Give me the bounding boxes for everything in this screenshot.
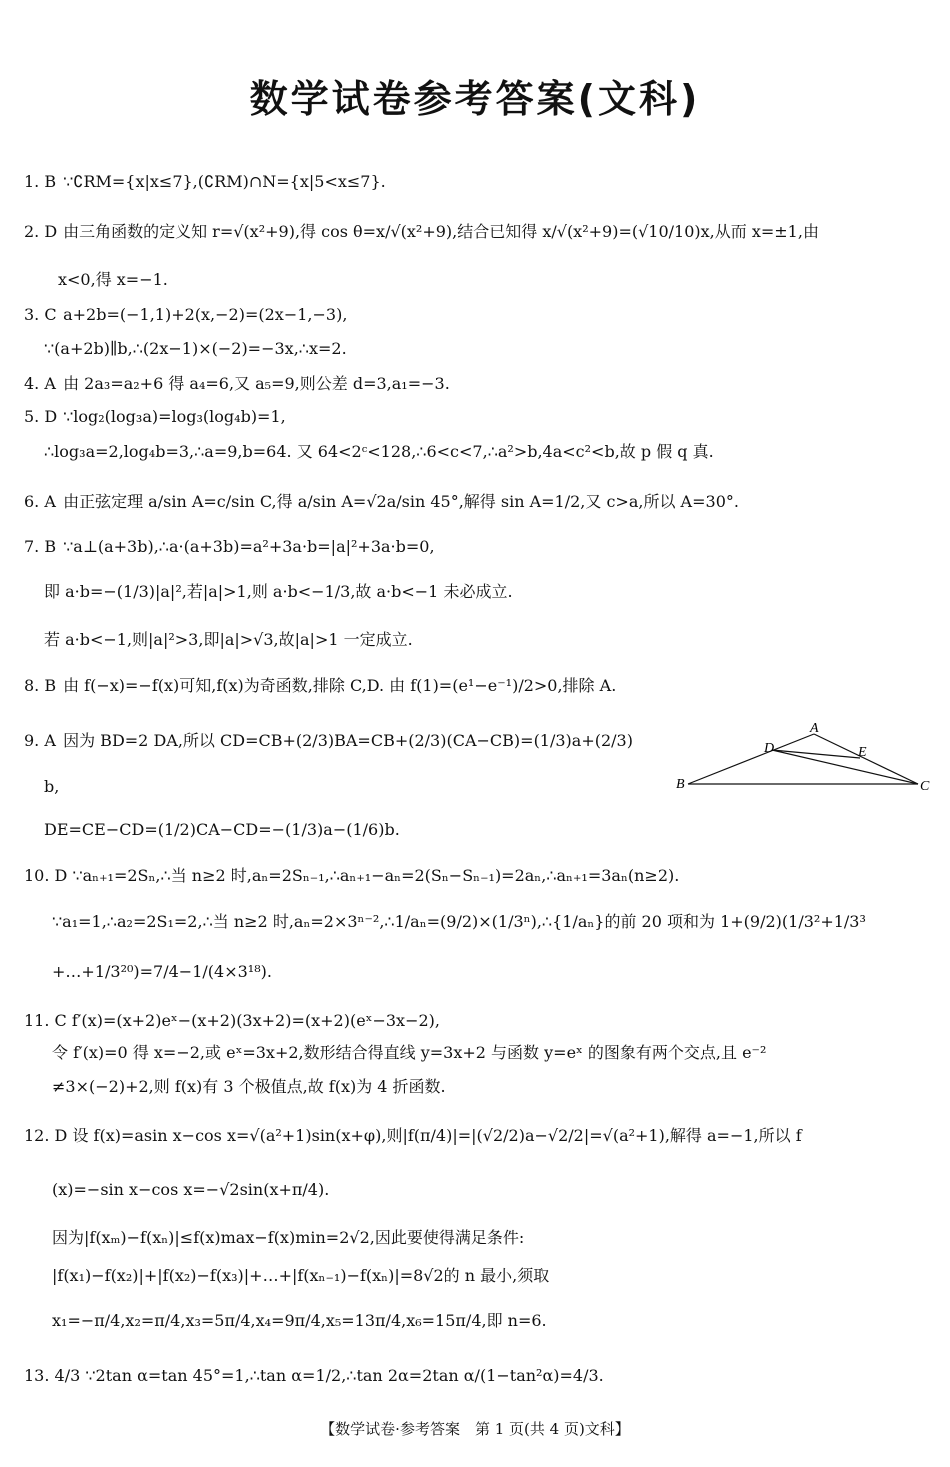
answer-number: 4. A — [24, 374, 56, 393]
answer-text: 令 f′(x)=0 得 x=−2,或 eˣ=3x+2,数形结合得直线 y=3x+2 与函数 y=eˣ 的图象有两个交点,且 e⁻² — [52, 1043, 767, 1062]
answer-text: ∴log₃a=2,log₄b=3,∴a=9,b=64. 又 64<2ᶜ<128,∴6<c<7,∴a²>b,4a<c²<b,故 p 假 q 真. — [44, 442, 714, 461]
label-e: E — [858, 745, 867, 760]
answer-text: ∵(a+2b)∥b,∴(2x−1)×(−2)=−3x,∴x=2. — [44, 339, 347, 358]
label-b: B — [676, 777, 685, 792]
answer-line — [52, 1180, 329, 1199]
answer-text: 由 2a₃=a₂+6 得 a₄=6,又 a₅=9,则公差 d=3,a₁=−3. — [63, 374, 450, 393]
answer-text: ≠3×(−2)+2,则 f(x)有 3 个极值点,故 f(x)为 4 折函数. — [52, 1077, 446, 1096]
answer-text: |f(x₁)−f(x₂)|+|f(x₂)−f(x₃)|+…+|f(xₙ₋₁)−f(xₙ)|=8√2的 n 最小,须取 — [52, 1266, 550, 1285]
answer-text: ∵a⊥(a+3b),∴a·(a+3b)=a²+3a·b=|a|²+3a·b=0, — [63, 537, 435, 556]
answer-number: 10. D — [24, 866, 68, 885]
answer-text: DE=CE−CD=(1/2)CA−CD=−(1/3)a−(1/6)b. — [44, 820, 400, 839]
answer-number: 11. C — [24, 1011, 67, 1030]
answer-line — [24, 1366, 604, 1385]
answer-text: ∵2tan α=tan 45°=1,∴tan α=1/2,∴tan 2α=2tan α/(1−tan²α)=4/3. — [85, 1366, 604, 1385]
answer-line — [24, 407, 286, 426]
triangle-figure — [672, 716, 934, 796]
answer-text: ∵log₂(log₃a)=log₃(log₄b)=1, — [63, 407, 286, 426]
answer-text: +…+1/3²⁰)=7/4−1/(4×3¹⁸). — [52, 962, 272, 981]
answer-text: a+2b=(−1,1)+2(x,−2)=(2x−1,−3), — [63, 305, 348, 324]
answer-line — [44, 339, 347, 358]
answer-number: 2. D — [24, 222, 58, 241]
answer-line — [44, 777, 59, 796]
answer-number: 3. C — [24, 305, 57, 324]
label-d: D — [764, 741, 775, 756]
answer-line — [24, 305, 347, 324]
page-title: 数学试卷参考答案(文科) — [249, 77, 701, 121]
answer-text: 由正弦定理 a/sin A=c/sin C,得 a/sin A=√2a/sin 45°,解得 sin A=1/2,又 c>a,所以 A=30°. — [63, 492, 739, 511]
answer-line — [24, 676, 616, 695]
answer-line — [52, 1266, 549, 1285]
answer-line — [44, 820, 400, 839]
answer-text: ∵aₙ₊₁=2Sₙ,∴当 n≥2 时,aₙ=2Sₙ₋₁,∴aₙ₊₁−aₙ=2(Sₙ−Sₙ₋₁)=2aₙ,∴aₙ₊₁=3aₙ(n≥2). — [72, 866, 680, 885]
answer-line — [24, 172, 386, 191]
answer-text: b, — [44, 777, 60, 796]
answer-line — [44, 582, 513, 601]
answer-text: ∵∁RM={x|x≤7},(∁RM)∩N={x|5<x≤7}. — [63, 172, 386, 191]
answer-text: 设 f(x)=asin x−cos x=√(a²+1)sin(x+φ),则|f(π/4)|=|(√2/2)a−√2/2|=√(a²+1),解得 a=−1,所以 f — [72, 1126, 802, 1145]
answer-text: ∵a₁=1,∴a₂=2S₁=2,∴当 n≥2 时,aₙ=2×3ⁿ⁻²,∴1/aₙ=(9/2)×(1/3ⁿ),∴{1/aₙ}的前 20 项和为 1+(9/2)(1/3²+1/3³ — [52, 912, 866, 931]
answer-number: 13. 4/3 — [24, 1366, 81, 1385]
page-footer: 【数学试卷·参考答案 第 1 页(共 4 页)文科】 — [320, 1420, 630, 1438]
answer-text: 由三角函数的定义知 r=√(x²+9),得 cos θ=x/√(x²+9),结合已知得 x/√(x²+9)=(√10/10)x,从而 x=±1,由 — [63, 222, 819, 241]
answer-number: 7. B — [24, 537, 57, 556]
side-ba — [688, 734, 814, 784]
answer-line — [52, 1077, 446, 1096]
answer-text: 因为 BD=2 DA,所以 CD=CB+(2/3)BA=CB+(2/3)(CA−CB)=(1/3)a+(2/3) — [63, 731, 633, 750]
answer-line — [24, 537, 435, 556]
answer-text: f′(x)=(x+2)eˣ−(x+2)(3x+2)=(x+2)(eˣ−3x−2), — [71, 1011, 440, 1030]
answer-line — [24, 866, 679, 885]
label-a: A — [810, 721, 819, 736]
answer-text: 由 f(−x)=−f(x)可知,f(x)为奇函数,排除 C,D. 由 f(1)=(e¹−e⁻¹)/2>0,排除 A. — [63, 676, 617, 695]
answer-text: x₁=−π/4,x₂=π/4,x₃=5π/4,x₄=9π/4,x₅=13π/4,x₆=15π/4,即 n=6. — [52, 1311, 547, 1330]
answer-number: 12. D — [24, 1126, 68, 1145]
answer-text: 若 a·b<−1,则|a|²>3,即|a|>√3,故|a|>1 一定成立. — [44, 630, 413, 649]
segment-dc — [772, 750, 918, 784]
answer-number: 9. A — [24, 731, 56, 750]
answer-text: x<0,得 x=−1. — [58, 270, 168, 289]
answer-text: 因为|f(xₘ)−f(xₙ)|≤f(x)max−f(x)min=2√2,因此要使得满足条件: — [52, 1228, 525, 1247]
answer-line — [52, 912, 866, 931]
answer-number: 8. B — [24, 676, 57, 695]
answer-line — [24, 270, 168, 289]
answer-number: 6. A — [24, 492, 56, 511]
answer-line — [52, 1228, 524, 1247]
answer-line — [24, 374, 450, 393]
answer-text: 即 a·b=−(1/3)|a|²,若|a|>1,则 a·b<−1/3,故 a·b<−1 未必成立. — [44, 582, 513, 601]
answer-number: 1. B — [24, 172, 57, 191]
answer-line — [24, 492, 739, 511]
answer-line — [24, 222, 819, 241]
answer-line — [44, 630, 413, 649]
answer-line — [52, 962, 272, 981]
answer-line — [24, 1011, 440, 1030]
answer-line — [24, 731, 633, 750]
answer-number: 5. D — [24, 407, 58, 426]
answer-line — [44, 442, 714, 461]
label-c: C — [920, 779, 930, 794]
answer-text: (x)=−sin x−cos x=−√2sin(x+π/4). — [52, 1180, 330, 1199]
answer-line — [52, 1311, 547, 1330]
answer-line — [24, 1126, 802, 1145]
answer-line — [52, 1043, 766, 1062]
segment-de — [772, 750, 860, 758]
